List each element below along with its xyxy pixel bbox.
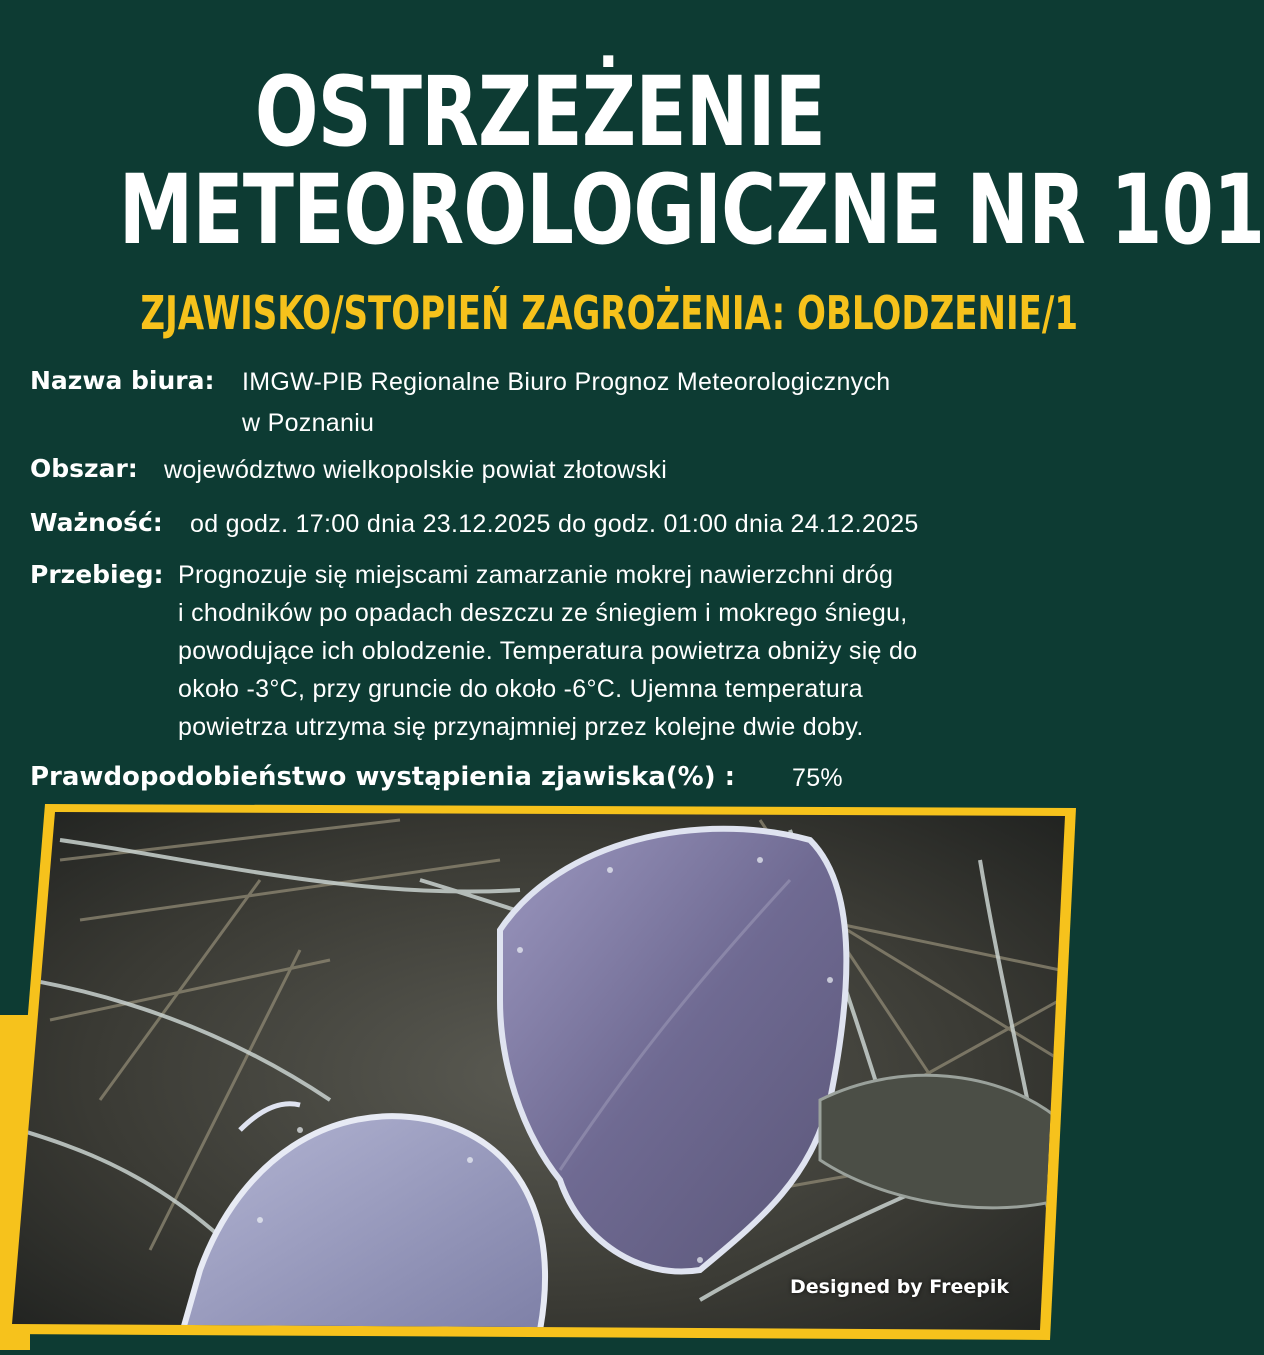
hazard-subtitle: ZJAWISKO/STOPIEŃ ZAGROŻENIA: OBLODZENIE/1 xyxy=(140,286,1079,340)
course-label: Przebieg: xyxy=(30,560,164,589)
validity-label: Ważność: xyxy=(30,508,163,537)
course-line: powodujące ich oblodzenie. Temperatura powietrza obniży się do xyxy=(178,637,918,665)
office-label: Nazwa biura: xyxy=(30,366,215,395)
probability-value: 75% xyxy=(792,764,843,792)
frost-leaf-photo xyxy=(0,800,1080,1350)
office-value-line-1: IMGW-PIB Regionalne Biuro Prognoz Meteorologicznych xyxy=(242,368,891,396)
course-line: Prognozuje się miejscami zamarzanie mokrej nawierzchni dróg xyxy=(178,561,894,589)
office-value-line-2: w Poznaniu xyxy=(242,409,375,437)
area-value: województwo wielkopolskie powiat złotowski xyxy=(164,456,668,484)
area-label: Obszar: xyxy=(30,454,138,483)
course-description xyxy=(178,556,1058,746)
title-line-1: OSTRZEŻENIE xyxy=(254,56,826,168)
title-line-2: METEOROLOGICZNE NR 101 xyxy=(118,154,1264,266)
validity-value: od godz. 17:00 dnia 23.12.2025 do godz. 01:00 dnia 24.12.2025 xyxy=(190,510,919,538)
probability-label: Prawdopodobieństwo wystąpienia zjawiska(%) : xyxy=(30,762,736,792)
course-line: i chodników po opadach deszczu ze śniegiem i mokrego śniegu, xyxy=(178,599,908,627)
photo-credit: Designed by Freepik xyxy=(790,1276,1009,1298)
course-line: powietrza utrzyma się przynajmniej przez kolejne dwie doby. xyxy=(178,713,864,741)
course-line: około -3°C, przy gruncie do około -6°C. Ujemna temperatura xyxy=(178,675,863,703)
